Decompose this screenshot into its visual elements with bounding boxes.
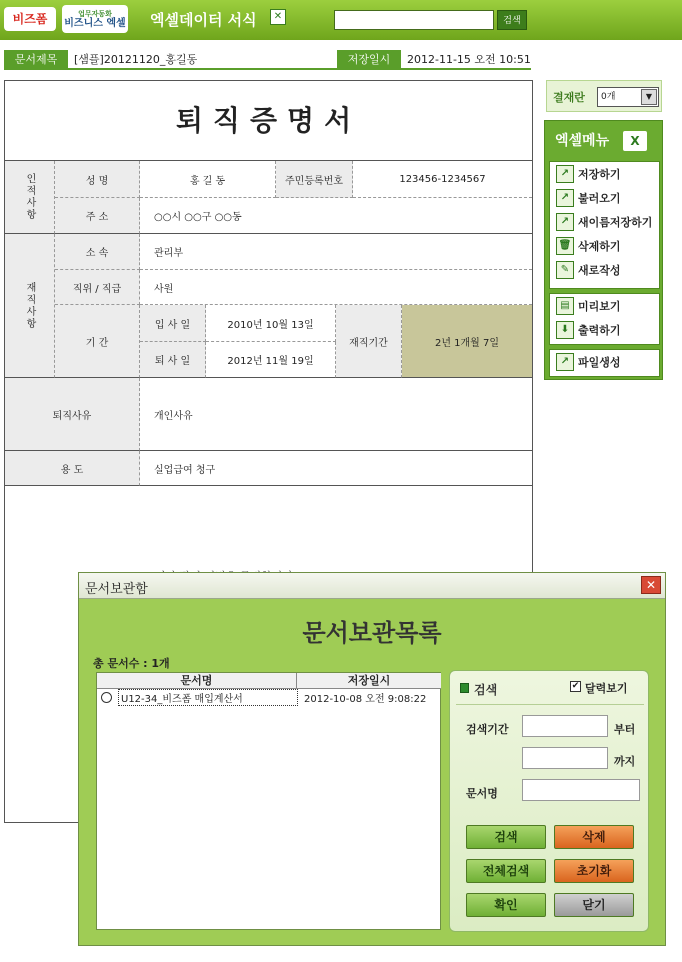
search-panel-title: 검색 bbox=[474, 683, 498, 697]
menu-group-print bbox=[549, 293, 660, 345]
docname-label: 문서명 bbox=[466, 787, 498, 800]
delete-label: 삭제하기 bbox=[578, 240, 621, 253]
position-value[interactable]: 사원 bbox=[140, 270, 532, 305]
dept-label: 소 속 bbox=[55, 234, 140, 270]
doc-title-value: [샘플]20121120_홍길동 bbox=[74, 53, 198, 66]
doc-title-label: 문서제목 bbox=[4, 50, 68, 70]
excel-menu bbox=[544, 120, 663, 380]
period-from-input[interactable] bbox=[522, 715, 608, 737]
meta-divider bbox=[4, 68, 531, 70]
new-document-label: 새로작성 bbox=[578, 264, 621, 277]
hire-date-label: 입 사 일 bbox=[140, 305, 206, 342]
tenure-value[interactable]: 2년 1개월 7일 bbox=[402, 305, 532, 378]
preview-button[interactable] bbox=[550, 294, 659, 318]
period-label: 기 간 bbox=[55, 305, 140, 378]
save-icon: ↗ bbox=[556, 165, 574, 183]
document-title: 퇴직증명서 bbox=[5, 81, 532, 161]
load-icon: ↗ bbox=[556, 189, 574, 207]
list-item[interactable] bbox=[97, 689, 440, 705]
period-to-input[interactable] bbox=[522, 747, 608, 769]
logo-text: 비즈니스 엑셀 bbox=[64, 18, 126, 29]
search-button[interactable]: 검색 bbox=[497, 10, 527, 30]
reset-button[interactable]: 초기화 bbox=[554, 859, 634, 883]
usage-value[interactable]: 실업급여 청구 bbox=[140, 451, 532, 486]
dialog-title: 문서보관함 bbox=[85, 582, 148, 597]
chevron-down-icon[interactable]: ▼ bbox=[641, 89, 657, 105]
address-label: 주 소 bbox=[55, 198, 140, 234]
save-as-button[interactable] bbox=[550, 210, 659, 234]
search-input[interactable] bbox=[334, 10, 494, 30]
close-icon[interactable]: ✕ bbox=[641, 576, 661, 594]
new-document-icon: ✎ bbox=[556, 261, 574, 279]
usage-label: 용 도 bbox=[5, 451, 140, 486]
name-label: 성 명 bbox=[55, 161, 140, 198]
reason-label: 퇴직사유 bbox=[5, 378, 140, 451]
load-button[interactable] bbox=[550, 186, 659, 210]
save-button[interactable] bbox=[550, 162, 659, 186]
column-header-name[interactable]: 문서명 bbox=[97, 673, 297, 689]
id-number-label: 주민등록번호 bbox=[276, 161, 353, 198]
logo-tagline: 업무자동화 bbox=[78, 10, 112, 18]
print-label: 출력하기 bbox=[578, 324, 621, 337]
dialog-heading: 문서보관목록 bbox=[302, 619, 442, 647]
create-file-button[interactable] bbox=[550, 350, 659, 374]
docname-input[interactable] bbox=[522, 779, 640, 801]
personal-section-label bbox=[5, 161, 55, 234]
search-bullet-icon bbox=[460, 683, 469, 693]
menu-group-export bbox=[549, 349, 660, 377]
menu-group-file bbox=[549, 161, 660, 289]
calendar-label: 달력보기 bbox=[585, 682, 628, 695]
trash-icon: 🗑 bbox=[556, 237, 574, 255]
saved-date-value: 2012-11-15 오전 10:51 bbox=[407, 53, 531, 66]
personal-section-text: 인적사항 bbox=[24, 173, 35, 221]
excel-menu-title: 엑셀메뉴 bbox=[555, 133, 610, 149]
name-value[interactable]: 홍 길 동 bbox=[140, 161, 276, 198]
column-header-date[interactable]: 저장일시 bbox=[297, 673, 441, 689]
to-suffix: 까지 bbox=[614, 755, 636, 768]
save-as-label: 새이름저장하기 bbox=[578, 216, 653, 229]
search-button[interactable]: 검색 bbox=[466, 825, 546, 849]
approval-select[interactable] bbox=[597, 87, 659, 107]
business-excel-logo[interactable] bbox=[62, 5, 128, 33]
employment-section-text: 재직사항 bbox=[24, 281, 35, 330]
from-suffix: 부터 bbox=[614, 723, 636, 736]
search-panel bbox=[449, 670, 649, 932]
document-list[interactable] bbox=[96, 672, 441, 930]
create-file-label: 파일생성 bbox=[578, 356, 621, 369]
address-value[interactable]: ○○시 ○○구 ○○동 bbox=[140, 198, 532, 234]
employment-section-label bbox=[5, 234, 55, 378]
saved-date-label: 저장일시 bbox=[337, 50, 401, 70]
approval-selected-value: 0개 bbox=[601, 92, 616, 102]
save-label: 저장하기 bbox=[578, 168, 621, 181]
row-radio[interactable] bbox=[101, 692, 112, 703]
tenure-label: 재직기간 bbox=[336, 305, 402, 378]
confirm-button[interactable]: 확인 bbox=[466, 893, 546, 917]
dept-value[interactable]: 관리부 bbox=[140, 234, 532, 270]
leave-date-value[interactable]: 2012년 11월 19일 bbox=[206, 342, 336, 378]
delete-button[interactable]: 삭제 bbox=[554, 825, 634, 849]
approval-label: 결재란 bbox=[553, 91, 585, 104]
reason-value[interactable]: 개인사유 bbox=[140, 378, 532, 451]
hire-date-value[interactable]: 2010년 10월 13일 bbox=[206, 305, 336, 342]
delete-button[interactable] bbox=[550, 234, 659, 258]
print-icon: ⬇ bbox=[556, 321, 574, 339]
divider bbox=[456, 704, 644, 705]
position-label: 직위 / 직급 bbox=[55, 270, 140, 305]
row-doc-name: U12-34_비즈폼 매입계산서 bbox=[118, 689, 298, 706]
total-count: 총 문서수 : 1개 bbox=[93, 657, 170, 670]
bizforms-logo[interactable]: 비즈폼 bbox=[4, 7, 56, 31]
row-saved-date: 2012-10-08 오전 9:08:22 bbox=[304, 693, 427, 705]
search-all-button[interactable]: 전체검색 bbox=[466, 859, 546, 883]
create-file-icon: ↗ bbox=[556, 353, 574, 371]
document-archive-dialog bbox=[78, 572, 666, 946]
calendar-checkbox[interactable]: ✔ bbox=[571, 681, 580, 691]
new-document-button[interactable] bbox=[550, 258, 659, 282]
print-button[interactable] bbox=[550, 318, 659, 342]
id-number-value[interactable]: 123456-1234567 bbox=[353, 161, 532, 198]
close-button[interactable]: 닫기 bbox=[554, 893, 634, 917]
app-title: 엑셀데이터 서식 bbox=[150, 11, 257, 29]
preview-label: 미리보기 bbox=[578, 300, 621, 313]
load-label: 불러오기 bbox=[578, 192, 621, 205]
save-as-icon: ↗ bbox=[556, 213, 574, 231]
leave-date-label: 퇴 사 일 bbox=[140, 342, 206, 378]
excel-icon: X bbox=[623, 131, 647, 151]
search-period-label: 검색기간 bbox=[466, 723, 509, 736]
approval-panel bbox=[546, 80, 662, 112]
excel-icon: ✕ bbox=[270, 9, 286, 25]
dialog-titlebar[interactable] bbox=[79, 573, 665, 599]
preview-icon: ▤ bbox=[556, 297, 574, 315]
